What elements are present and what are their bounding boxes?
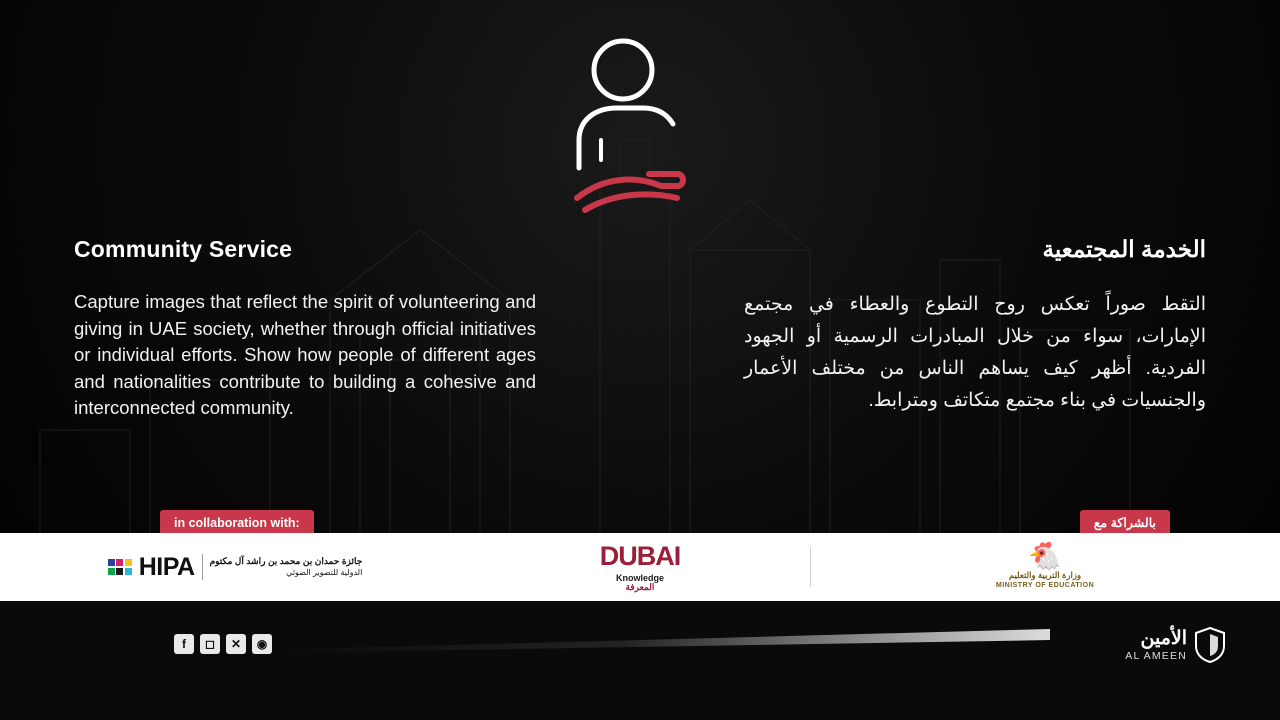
english-column [74,236,536,422]
footer-bar [0,601,1280,720]
arabic-title: الخدمة المجتمعية [1042,236,1206,262]
instagram-icon[interactable]: ◻ [200,634,220,654]
moe-arabic-label: وزارة التربية والتعليم [1008,570,1082,581]
partner-logo-strip [0,533,1280,601]
hipa-divider [202,554,203,580]
dubai-wordmark: DUBAI [599,540,681,571]
partner-logo-dubai-knowledge [470,533,810,601]
hipa-arabic-line-1: جائزة حمدان بن محمد بن راشد آل مكتوم [209,556,363,567]
shield-icon [1195,627,1225,663]
dubai-sub-english: Knowledge [615,572,664,583]
arabic-body: التقط صوراً تعكس روح التطوع والعطاء في مجتمع الإمارات، سواء من خلال المبادرات الرسمية أو الجهود الفردية. أظهر كيف يساهم الناس من مختلف الأعمار والجنسيات في بناء مجتمع متكاتف ومترابط. [744,294,1206,411]
dubai-sub-arabic: المعرفة [625,581,655,592]
collaboration-tag-english: in collaboration with: [160,510,314,536]
partner-logo-hipa [0,533,470,601]
english-title: Community Service [74,236,293,262]
decorative-swoosh [280,629,1050,653]
arabic-column [744,236,1206,417]
hipa-wordmark: HIPA [138,552,195,581]
moe-english-label: MINISTRY OF EDUCATION [995,582,1095,590]
snapchat-icon[interactable]: ◉ [252,634,272,654]
collaboration-tag-arabic: بالشراكة مع [1080,510,1170,536]
brand-english-name: AL AMEEN [1125,649,1187,662]
al-ameen-brand [1125,627,1225,663]
x-twitter-icon[interactable]: ✕ [226,634,246,654]
hipa-squares-icon [108,559,132,575]
social-links[interactable] [174,634,272,654]
facebook-icon[interactable]: f [174,634,194,654]
community-service-icon [0,28,1280,218]
hipa-arabic-line-2: الدولية للتصوير الضوئي [286,567,363,577]
english-body: Capture images that reflect the spirit of volunteering and giving in UAE society, whether through official initiatives or individual efforts. Show how people of different ages and nationalities contribute to building a cohesive and interconnected community. [74,291,536,418]
brand-arabic-name: الأمين [1140,628,1187,650]
uae-crest-icon: 🐔 [1028,541,1062,572]
partner-logo-ministry-of-education [810,533,1280,601]
content-columns [0,236,1280,422]
